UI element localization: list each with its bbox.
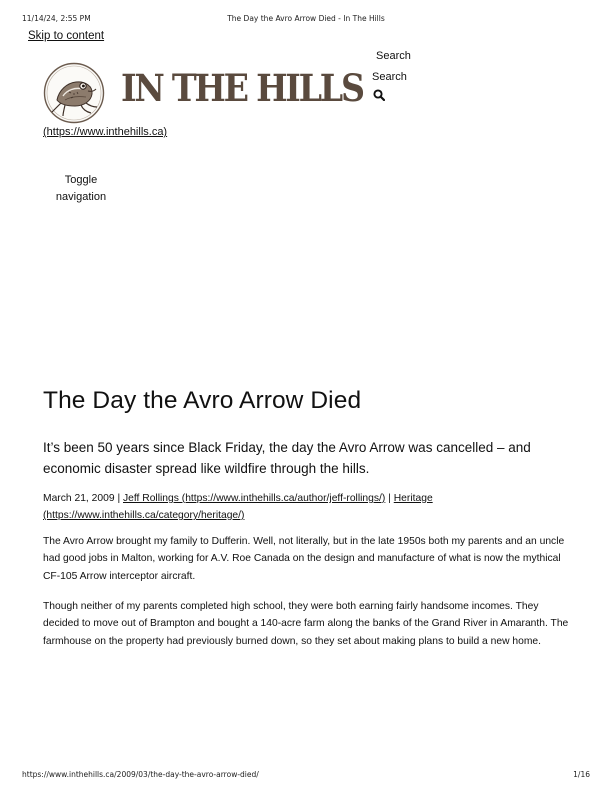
meta-separator: | bbox=[388, 493, 391, 504]
search-label: Search bbox=[376, 50, 411, 62]
article-title: The Day the Avro Arrow Died bbox=[43, 387, 362, 414]
print-datetime: 11/14/24, 2:55 PM bbox=[22, 14, 91, 23]
toggle-navigation-button[interactable]: Toggle navigation bbox=[55, 174, 107, 203]
site-logo[interactable] bbox=[43, 62, 363, 126]
article-paragraph: The Avro Arrow brought my family to Dufferin. Well, not literally, but in the late 1950s both my parents and an uncle had good jobs in Malton, working for A.V. Roe Canada on the design and manufacture of what is now the mythical CF-105 Arrow interceptor aircraft. bbox=[43, 536, 565, 582]
meta-separator: | bbox=[117, 493, 121, 504]
print-page-title: The Day the Avro Arrow Died - In The Hills bbox=[227, 14, 385, 23]
article-date: March 21, 2009 bbox=[43, 493, 115, 504]
logo-wordmark: IN THE HILLS bbox=[121, 66, 363, 110]
search-button[interactable]: Search bbox=[372, 71, 407, 83]
category-link[interactable]: Heritage (https://www.inthehills.ca/category/heritage/) bbox=[43, 493, 433, 521]
home-url-link[interactable]: (https://www.inthehills.ca) bbox=[43, 126, 168, 138]
article-lede: It’s been 50 years since Black Friday, the day the Avro Arrow was cancelled – and economic disaster spread like wildfire through the hills. bbox=[43, 440, 531, 476]
search-icon[interactable] bbox=[373, 89, 385, 101]
skip-to-content-link[interactable]: Skip to content bbox=[28, 30, 105, 42]
article-meta bbox=[43, 490, 583, 524]
article-paragraph: Though neither of my parents completed high school, they were both earning fairly handsome incomes. They decided to move out of Brampton and bought a 140-acre farm along the banks of the Grand River in Amaranth. The farmhouse on the property had previously burned down, so they set about making plans to build a new home. bbox=[43, 601, 569, 647]
frog-emblem-icon bbox=[43, 62, 105, 124]
print-footer-url: https://www.inthehills.ca/2009/03/the-day-the-avro-arrow-died/ bbox=[22, 770, 259, 779]
print-page-number: 1/16 bbox=[573, 770, 590, 779]
author-link[interactable]: Jeff Rollings (https://www.inthehills.ca/author/jeff-rollings/) bbox=[123, 493, 386, 504]
